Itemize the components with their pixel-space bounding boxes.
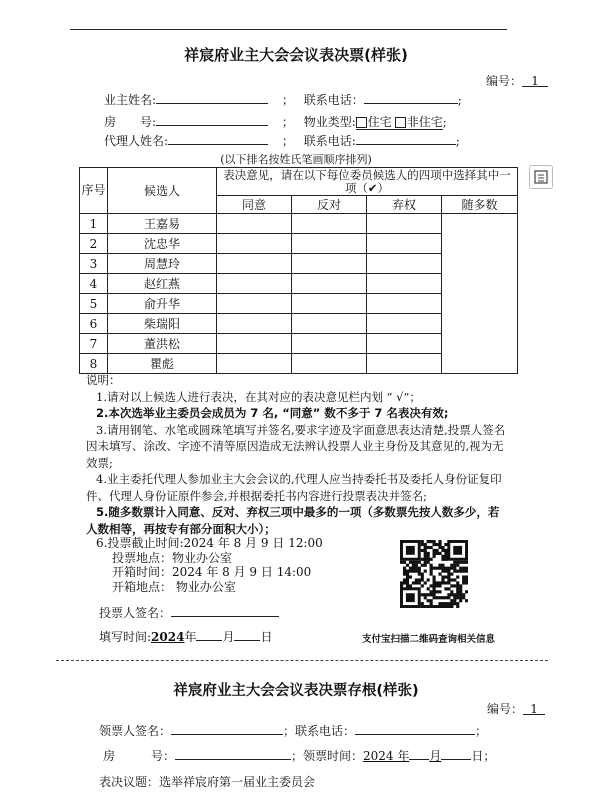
sep: ； (281, 93, 294, 107)
fill-year: 2024 (151, 630, 185, 644)
number-value: 1 (522, 74, 548, 87)
phone-field[interactable] (364, 91, 458, 104)
ballot-number (486, 72, 548, 89)
abstain-cell[interactable] (367, 254, 442, 274)
proxy-phone-label: 联系电话: (303, 134, 356, 148)
candidate-name: 赵红燕 (108, 274, 217, 294)
sep: ； (475, 724, 488, 738)
stub-title: 祥宸府业主大会会议表决票存根(样张) (173, 683, 419, 699)
col-majority: 随多数 (442, 196, 518, 214)
oppose-cell[interactable] (292, 334, 367, 354)
table-row (80, 214, 518, 234)
abstain-cell[interactable] (367, 354, 442, 374)
majority-cell[interactable] (442, 214, 518, 374)
agree-cell[interactable] (217, 254, 292, 274)
cut-line (56, 660, 548, 661)
stub-room-label: 房 号： (103, 749, 176, 763)
receive-month-unit: 月 (429, 749, 442, 763)
abstain-cell[interactable] (367, 314, 442, 334)
open-place: 开箱地点： 物业办公室 (112, 579, 236, 594)
header-candidate: 候选人 (108, 168, 217, 214)
proxy-name-field[interactable] (168, 132, 268, 145)
voter-sign-row (99, 604, 279, 621)
header-seq: 序号 (80, 168, 108, 214)
stub-phone-field[interactable] (355, 722, 475, 735)
vote-place: 投票地点：物业办公室 (112, 550, 233, 565)
open-time: 开箱时间：2024 年 8 月 9 日 14:00 (112, 565, 312, 579)
day-unit: 日 (260, 630, 273, 644)
number-label: 编号： (486, 74, 523, 88)
oppose-cell[interactable] (292, 234, 367, 254)
oppose-cell[interactable] (292, 314, 367, 334)
stub-topic: 表决议题：选举祥宸府第一届业主委员会 (99, 775, 316, 789)
property-type-label: 物业类型: (303, 115, 356, 129)
col-agree: 同意 (217, 196, 292, 214)
oppose-cell[interactable] (292, 214, 367, 234)
vote-deadline: 6.投票截止时间:2024 年 8 月 9 日 12:00 (96, 536, 323, 550)
qr-code-icon (400, 540, 468, 608)
candidate-name: 柴瑞阳 (108, 314, 217, 334)
voter-sign-label: 投票人签名： (99, 606, 172, 620)
row-no: 7 (80, 334, 108, 354)
candidate-name: 沈忠华 (108, 234, 217, 254)
sep: ; (457, 93, 462, 107)
oppose-cell[interactable] (292, 254, 367, 274)
nonresidential-checkbox[interactable] (395, 117, 406, 128)
stub-phone-label: ；联系电话： (283, 724, 356, 738)
sep: ; (442, 115, 447, 129)
candidate-name: 王嘉易 (108, 214, 217, 234)
room-field[interactable] (156, 113, 268, 126)
month-field[interactable] (196, 628, 222, 641)
fill-time-row (99, 628, 273, 645)
alipay-note: 支付宝扫描二维码查询相关信息 (362, 634, 496, 645)
owner-name-field[interactable] (156, 91, 268, 104)
sort-note: (以下排名按姓氏笔画顺序排列) (220, 153, 372, 166)
row-no: 8 (80, 354, 108, 374)
top-rule (70, 29, 507, 30)
residential-checkbox[interactable] (356, 117, 367, 128)
sep: ； (281, 134, 294, 148)
room-label: 房 号: (104, 115, 157, 129)
receiver-sign-field[interactable] (171, 722, 283, 735)
agree-cell[interactable] (217, 234, 292, 254)
col-oppose: 反对 (292, 196, 367, 214)
row-no: 4 (80, 274, 108, 294)
instructions (86, 372, 506, 537)
receive-month-field[interactable] (409, 747, 429, 760)
stub-number (487, 700, 545, 717)
notes-heading: 说明： (86, 373, 121, 387)
phone-label: 联系电话： (303, 93, 364, 107)
abstain-cell[interactable] (367, 294, 442, 314)
sep: ; (455, 134, 460, 148)
form-row-2 (104, 113, 447, 130)
row-no: 6 (80, 314, 108, 334)
year-unit: 年 (184, 630, 197, 644)
proxy-name-label: 代理人姓名: (104, 134, 169, 148)
receive-year: 2024 年 (363, 749, 410, 763)
candidate-name: 周慧玲 (108, 254, 217, 274)
note-1: 1.请对以上候选人进行表决，在其对应的表决意见栏内划 “ √”； (96, 389, 421, 404)
day-field[interactable] (234, 628, 260, 641)
oppose-cell[interactable] (292, 274, 367, 294)
candidate-name: 瞿彪 (108, 354, 217, 374)
note-5: 5.随多数票计入同意、反对、弃权三项中最多的一项（多数票先按人数多少，若人数相等，再按专有部分面积大小）； (86, 505, 500, 536)
stub-number-label: 编号： (487, 702, 524, 716)
abstain-cell[interactable] (367, 214, 442, 234)
owner-name-label: 业主姓名: (104, 93, 157, 107)
row-no: 2 (80, 234, 108, 254)
abstain-cell[interactable] (367, 274, 442, 294)
receive-time-label: ；领票时间： (291, 749, 364, 763)
voter-sign-field[interactable] (171, 604, 279, 617)
col-abstain: 弃权 (367, 196, 442, 214)
stub-number-value: 1 (523, 702, 545, 715)
receive-day-field[interactable] (441, 747, 471, 760)
oppose-cell[interactable] (292, 294, 367, 314)
abstain-cell[interactable] (367, 334, 442, 354)
header-opinion: 表决意见，请在以下每位委员候选人的四项中选择其中一项（✔） (217, 168, 518, 196)
abstain-cell[interactable] (367, 234, 442, 254)
proxy-phone-field[interactable] (356, 132, 456, 145)
form-row-3 (104, 132, 460, 149)
sep: ； (281, 115, 294, 129)
form-row-1 (104, 91, 462, 108)
nonresidential-label: 非住宅 (406, 115, 443, 129)
row-no: 1 (80, 214, 108, 234)
agree-cell[interactable] (217, 354, 292, 374)
expand-icon[interactable] (529, 165, 553, 189)
agree-cell[interactable] (217, 274, 292, 294)
month-unit: 月 (222, 630, 235, 644)
stub-room-field[interactable] (175, 747, 291, 760)
fill-time-label: 填写时间: (99, 630, 152, 644)
page-title: 祥宸府业主大会会议表决票(样张) (184, 46, 408, 64)
receiver-sign-label: 领票人签名： (99, 724, 172, 738)
agree-cell[interactable] (217, 214, 292, 234)
oppose-cell[interactable] (292, 354, 367, 374)
candidate-name: 董洪松 (108, 334, 217, 354)
schedule (96, 536, 323, 594)
note-3: 3.请用钢笔、水笔或圆珠笔填写并签名,要求字迹及字面意思表达清楚,投票人签名因未填写、涂改、字迹不清等原因造成无法辨认投票人业主身份及其意见的,视为无效票; (86, 422, 506, 470)
receive-day-unit: 日 (471, 749, 484, 763)
residential-label: 住宅 (367, 115, 392, 129)
candidate-name: 俞升华 (108, 294, 217, 314)
vote-table (79, 167, 518, 374)
stub-row-2 (103, 747, 495, 764)
sep: ； (483, 749, 496, 763)
note-4: 4.业主委托代理人参加业主大会会议的,代理人应当持委托书及委托人身份证复印件、代理人身份证原件参会,并根据委托书内容进行投票表决并签名; (86, 472, 502, 503)
agree-cell[interactable] (217, 334, 292, 354)
row-no: 3 (80, 254, 108, 274)
stub-row-1 (99, 722, 487, 739)
agree-cell[interactable] (217, 314, 292, 334)
note-2: 2.本次选举业主委员会成员为 7 名, “同意” 数不多于 7 名表决有效; (96, 406, 449, 420)
row-no: 5 (80, 294, 108, 314)
agree-cell[interactable] (217, 294, 292, 314)
